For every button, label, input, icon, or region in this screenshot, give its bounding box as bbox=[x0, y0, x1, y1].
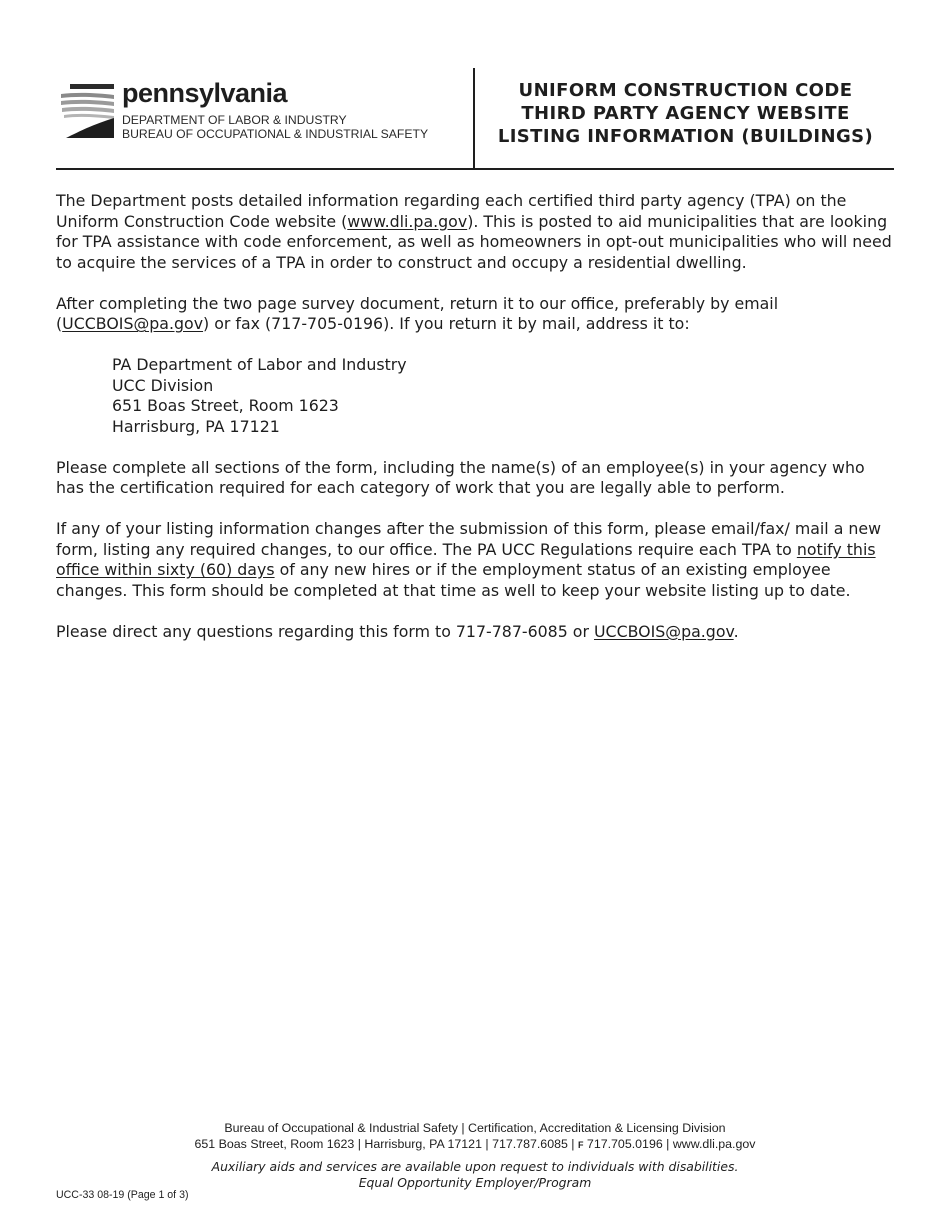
logo-department: DEPARTMENT OF LABOR & INDUSTRY bbox=[122, 113, 347, 127]
form-title-line-3: LISTING INFORMATION (BUILDINGS) bbox=[497, 126, 874, 147]
website-link[interactable]: www.dli.pa.gov bbox=[347, 211, 468, 231]
form-number: UCC-33 08-19 (Page 1 of 3) bbox=[56, 1189, 189, 1201]
notify-deadline: notify this office within sixty (60) days bbox=[56, 539, 876, 579]
keystone-logo-icon bbox=[58, 82, 116, 140]
mailing-address bbox=[112, 355, 896, 437]
paragraph-questions: Please direct any questions regarding this form to 717-787-6085 or UCCBOIS@pa.gov. bbox=[56, 621, 739, 641]
paragraph-return-instructions: After completing the two page survey document, return it to our office, preferably by email (UCCBOIS@pa.gov) or fax (717-705-0196). If you return it by mail, address it to: bbox=[56, 293, 779, 333]
email-link[interactable]: UCCBOIS@pa.gov bbox=[62, 314, 204, 333]
logo-bureau: BUREAU OF OCCUPATIONAL & INDUSTRIAL SAFETY bbox=[122, 127, 429, 141]
header-divider bbox=[473, 68, 475, 168]
form-title-line-1: UNIFORM CONSTRUCTION CODE bbox=[518, 80, 853, 101]
footer-accessibility-notice: Auxiliary aids and services are available upon request to individuals with disabilities. bbox=[211, 1159, 739, 1174]
email-link[interactable]: UCCBOIS@pa.gov bbox=[593, 621, 734, 641]
paragraph-intro: The Department posts detailed information regarding each certified third party agency (TPA) on the Uniform Construction Code website (www.dli.pa.gov). This is posted to aid municipalities that are looking for TPA assistance with code enforcement, as well as homeowners in opt-out municipalities who will need to acquire the services of a TPA in order to construct and occupy a residential dwelling. bbox=[56, 191, 892, 272]
paragraph-listing-changes: If any of your listing information changes after the submission of this form, please email/fax/ mail a new form, listing any required changes, to our office. The PA UCC Regulations require each TPA to notify this office within sixty (60) days of any new hires or if the employment status of an existing employee changes. This form should be completed at that time as well to keep your website listing up to date. bbox=[56, 519, 882, 600]
footer-notice bbox=[0, 1159, 950, 1190]
address-line: PA Department of Labor and Industry bbox=[112, 355, 407, 374]
paragraph-complete-sections: Please complete all sections of the form, including the name(s) of an employee(s) in your agency who has the certification required for each category of work that you are legally able to perform. bbox=[56, 457, 865, 497]
document-body bbox=[56, 191, 896, 663]
footer-line-1: Bureau of Occupational & Industrial Safety | Certification, Accreditation & Licensing Division bbox=[224, 1121, 726, 1135]
footer-eeo-notice: Equal Opportunity Employer/Program bbox=[358, 1174, 592, 1190]
address-line: 651 Boas Street, Room 1623 bbox=[112, 396, 339, 415]
form-title-line-2: THIRD PARTY AGENCY WEBSITE bbox=[521, 103, 850, 124]
address-line: UCC Division bbox=[112, 375, 214, 395]
document-header bbox=[56, 68, 894, 170]
pa-logo bbox=[56, 76, 466, 146]
address-line: Harrisburg, PA 17121 bbox=[112, 416, 280, 436]
fax-label: F bbox=[577, 1140, 584, 1150]
footer-contact bbox=[0, 1120, 950, 1153]
footer-line-2: 651 Boas Street, Room 1623 | Harrisburg, PA 17121 | 717.787.6085 | F 717.705.0196 | www.dli.pa.gov bbox=[194, 1137, 756, 1151]
logo-wordmark: pennsylvania bbox=[122, 78, 288, 108]
form-title bbox=[477, 79, 894, 148]
